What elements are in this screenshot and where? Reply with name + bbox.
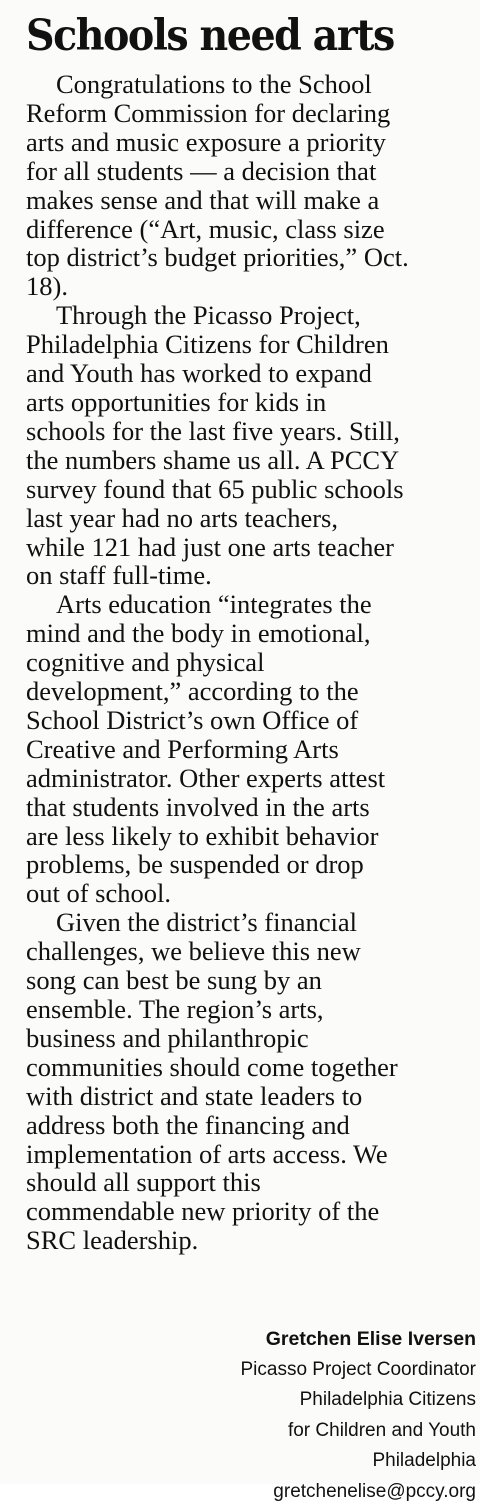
text-line: Philadelphia Citizens for Children [26,330,488,359]
text-line: 18). [26,272,488,301]
text-line: Through the Picasso Project, [26,301,488,330]
text-line: and Youth has worked to expand [26,359,488,388]
text-line: Creative and Performing Arts [26,735,488,764]
text-line: Reform Commission for declaring [26,99,488,128]
text-line: makes sense and that will make a [26,186,488,215]
text-line: song can best be sung by an [26,966,488,995]
organization-line-2: for Children and Youth [156,1416,476,1447]
text-line: arts and music exposure a priority [26,128,488,157]
text-line: while 121 had just one arts teacher [26,533,488,562]
text-line: address both the financing and [26,1111,488,1140]
text-line: ensemble. The region’s arts, [26,995,488,1024]
text-line: mind and the body in emotional, [26,619,488,648]
letter-body [26,70,488,1255]
text-line: out of school. [26,879,488,908]
author-email: gretchenelise@pccy.org [156,1477,476,1507]
text-line: that students involved in the arts [26,793,488,822]
text-line: the numbers shame us all. A PCCY [26,446,488,475]
organization-line-1: Philadelphia Citizens [156,1385,476,1416]
paragraph-3 [26,590,488,908]
text-line: Congratulations to the School [26,70,488,99]
text-line: with district and state leaders to [26,1082,488,1111]
text-line: on staff full-time. [26,561,488,590]
headline: Schools need arts [26,6,394,66]
text-line: problems, be suspended or drop [26,850,488,879]
text-line: business and philanthropic [26,1024,488,1053]
text-line: top district’s budget priorities,” Oct. [26,243,488,272]
author-name: Gretchen Elise Iversen [156,1324,476,1355]
text-line: implementation of arts access. We [26,1140,488,1169]
text-line: Arts education “integrates the [26,590,488,619]
text-line: are less likely to exhibit behavior [26,822,488,851]
text-line: for all students — a decision that [26,157,488,186]
text-line: schools for the last five years. Still, [26,417,488,446]
paragraph-4 [26,908,488,1255]
text-line: arts opportunities for kids in [26,388,488,417]
text-line: development,” according to the [26,677,488,706]
text-line: should all support this [26,1168,488,1197]
paragraph-2 [26,301,488,590]
text-line: Given the district’s financial [26,908,488,937]
text-line: commendable new priority of the [26,1197,488,1226]
text-line: cognitive and physical [26,648,488,677]
text-line: administrator. Other experts attest [26,764,488,793]
text-line: survey found that 65 public schools [26,475,488,504]
text-line: School District’s own Office of [26,706,488,735]
author-city: Philadelphia [156,1446,476,1477]
paragraph-1 [26,70,488,301]
author-title: Picasso Project Coordinator [156,1355,476,1386]
text-line: difference (“Art, music, class size [26,215,488,244]
text-line: SRC leadership. [26,1226,488,1255]
text-line: challenges, we believe this new [26,937,488,966]
text-line: communities should come together [26,1053,488,1082]
signature-block [156,1324,476,1507]
text-line: last year had no arts teachers, [26,504,488,533]
